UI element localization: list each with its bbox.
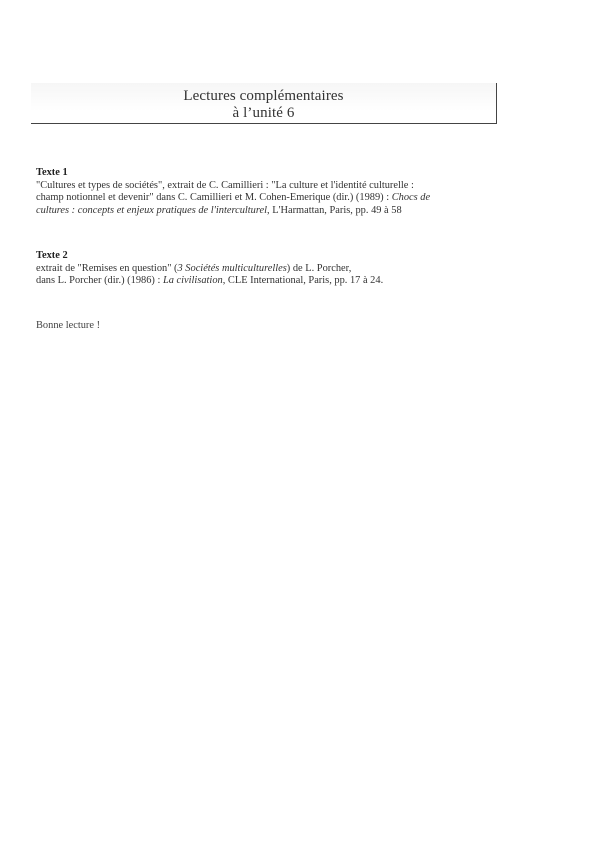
texte-1-heading: Texte 1 <box>36 167 68 178</box>
texte-2-line-1-text-c: ) de L. Porcher, <box>286 262 352 274</box>
texte-1-line-3 <box>36 205 506 218</box>
texte-1-line-2 <box>36 192 506 205</box>
texte-1-line-3-text: , L'Harmattan, Paris, pp. 49 à 58 <box>267 204 402 216</box>
texte-1-line-2-title: Chocs de <box>391 192 431 204</box>
title-box <box>31 83 497 124</box>
texte-1-line-2-text: champ notionnel et devenir" dans C. Camillieri et M. Cohen-Emerique (dir.) (1989) : <box>36 192 392 204</box>
texte-2-line-2-title: La civilisation <box>162 275 223 287</box>
texte-2-line-2-text-a: dans L. Porcher (dir.) (1986) : <box>36 275 163 287</box>
texte-2-line-1-title: 3 Sociétés multiculturelles <box>177 262 287 274</box>
title-line-2: à l’unité 6 <box>232 105 295 121</box>
texte-2-line-1 <box>36 263 506 276</box>
texte-2-line-2-text-c: , CLE International, Paris, pp. 17 à 24. <box>222 275 384 287</box>
texte-1-line-3-title: cultures : concepts et enjeux pratiques de l'interculturel <box>36 204 268 216</box>
texte-2-line-1-text-a: extrait de "Remises en question" ( <box>36 262 178 274</box>
texte-2-heading: Texte 2 <box>36 250 68 261</box>
texte-2-section <box>36 250 506 288</box>
texte-2-line-2 <box>36 275 506 288</box>
texte-1-line-1: "Cultures et types de sociétés", extrait de C. Camillieri : "La culture et l'identité culturelle : <box>36 179 414 191</box>
title-line-1: Lectures complémentaires <box>183 88 344 104</box>
texte-1-section <box>36 167 506 217</box>
closing-text: Bonne lecture ! <box>36 320 101 331</box>
